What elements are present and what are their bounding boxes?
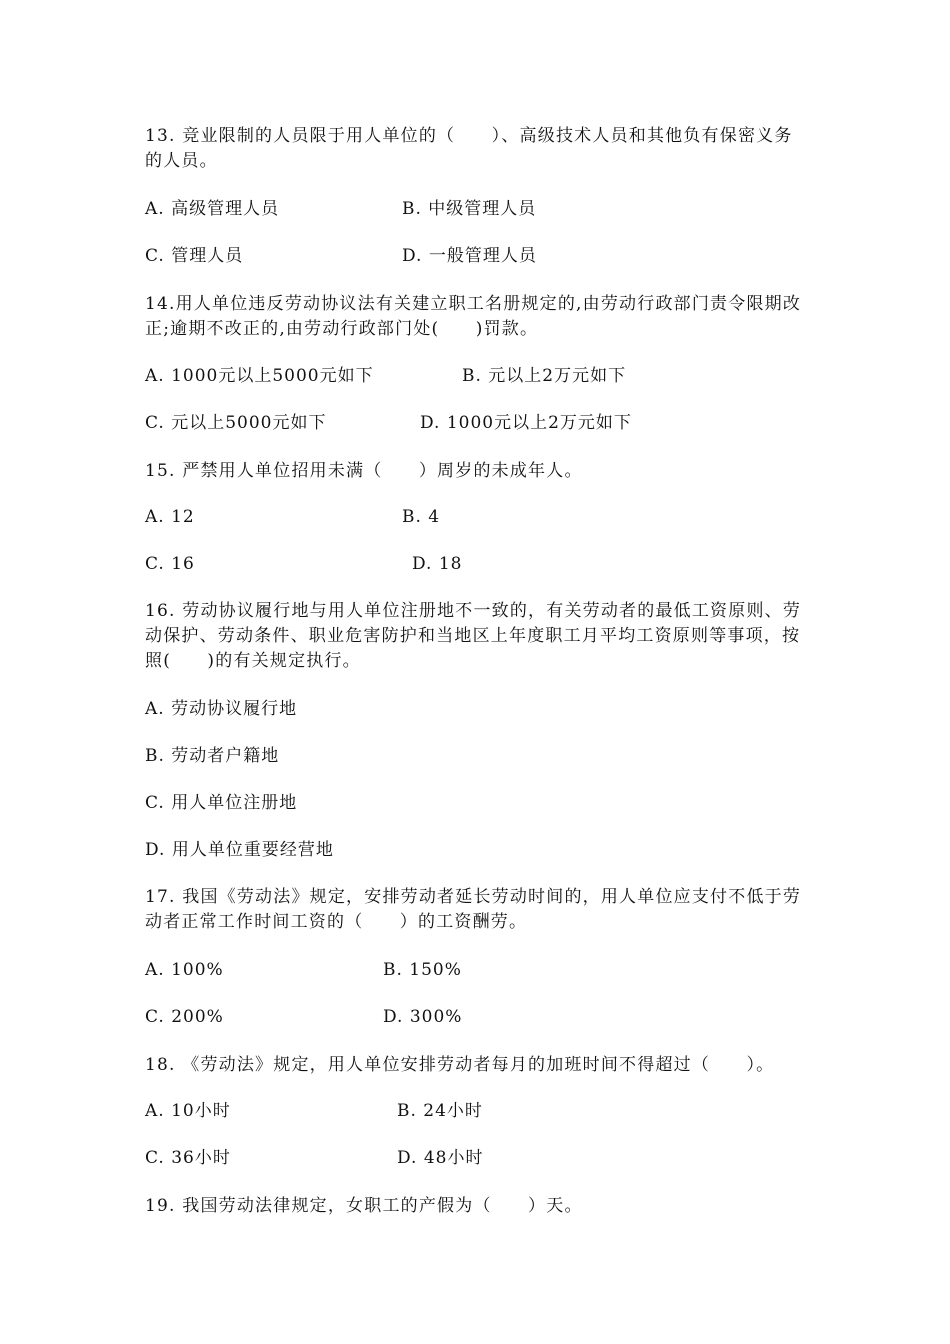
question-18-option-b: B. 24小时 xyxy=(397,1101,483,1121)
question-13-option-c: C. 管理人员 xyxy=(145,246,244,266)
question-14-option-a: A. 1000元以上5000元如下 xyxy=(145,366,374,386)
question-13-option-b: B. 中级管理人员 xyxy=(402,199,537,219)
question-14-option-c: C. 元以上5000元如下 xyxy=(145,413,327,433)
question-16-stem: 16. 劳动协议履行地与用人单位注册地不一致的，有关劳动者的最低工资原则、劳动保护、劳动条件、职业危害防护和当地区上年度职工月平均工资原则等事项，按照( )的有关规定执行。 xyxy=(145,601,802,671)
question-17-stem: 17. 我国《劳动法》规定，安排劳动者延长劳动时间的，用人单位应支付不低于劳动者正常工作时间工资的（ ）的工资酬劳。 xyxy=(145,887,802,932)
question-13-stem: 13. 竞业限制的人员限于用人单位的（ ）、高级技术人员和其他负有保密义务的人员。 xyxy=(145,126,793,171)
question-15-option-c: C. 16 xyxy=(145,554,195,574)
question-17-option-c: C. 200% xyxy=(145,1007,224,1027)
question-18-stem: 18. 《劳动法》规定，用人单位安排劳动者每月的加班时间不得超过（ ）。 xyxy=(145,1055,775,1075)
question-15-stem: 15. 严禁用人单位招用未满（ ）周岁的未成年人。 xyxy=(145,461,583,481)
question-16-option-c: C. 用人单位注册地 xyxy=(145,793,298,813)
question-15-option-a: A. 12 xyxy=(145,507,195,527)
question-18-option-a: A. 10小时 xyxy=(145,1101,231,1121)
question-17-option-d: D. 300% xyxy=(383,1007,463,1027)
question-16-option-a: A. 劳动协议履行地 xyxy=(145,699,298,719)
question-16-option-d: D. 用人单位重要经营地 xyxy=(145,840,334,860)
question-19-stem: 19. 我国劳动法律规定，女职工的产假为（ ）天。 xyxy=(145,1196,583,1216)
question-13-option-d: D. 一般管理人员 xyxy=(402,246,537,266)
question-15-option-b: B. 4 xyxy=(402,507,441,527)
question-16-option-b: B. 劳动者户籍地 xyxy=(145,746,280,766)
question-14-option-d: D. 1000元以上2万元如下 xyxy=(420,413,632,433)
question-14-stem: 14.用人单位违反劳动协议法有关建立职工名册规定的,由劳动行政部门责令限期改正;逾期不改正的,由劳动行政部门处( )罚款。 xyxy=(145,294,802,339)
question-17-option-b: B. 150% xyxy=(383,960,462,980)
question-17-option-a: A. 100% xyxy=(145,960,224,980)
question-13-option-a: A. 高级管理人员 xyxy=(145,199,280,219)
question-14-option-b: B. 元以上2万元如下 xyxy=(462,366,627,386)
question-18-option-c: C. 36小时 xyxy=(145,1148,231,1168)
question-15-option-d: D. 18 xyxy=(412,554,463,574)
question-18-option-d: D. 48小时 xyxy=(397,1148,484,1168)
